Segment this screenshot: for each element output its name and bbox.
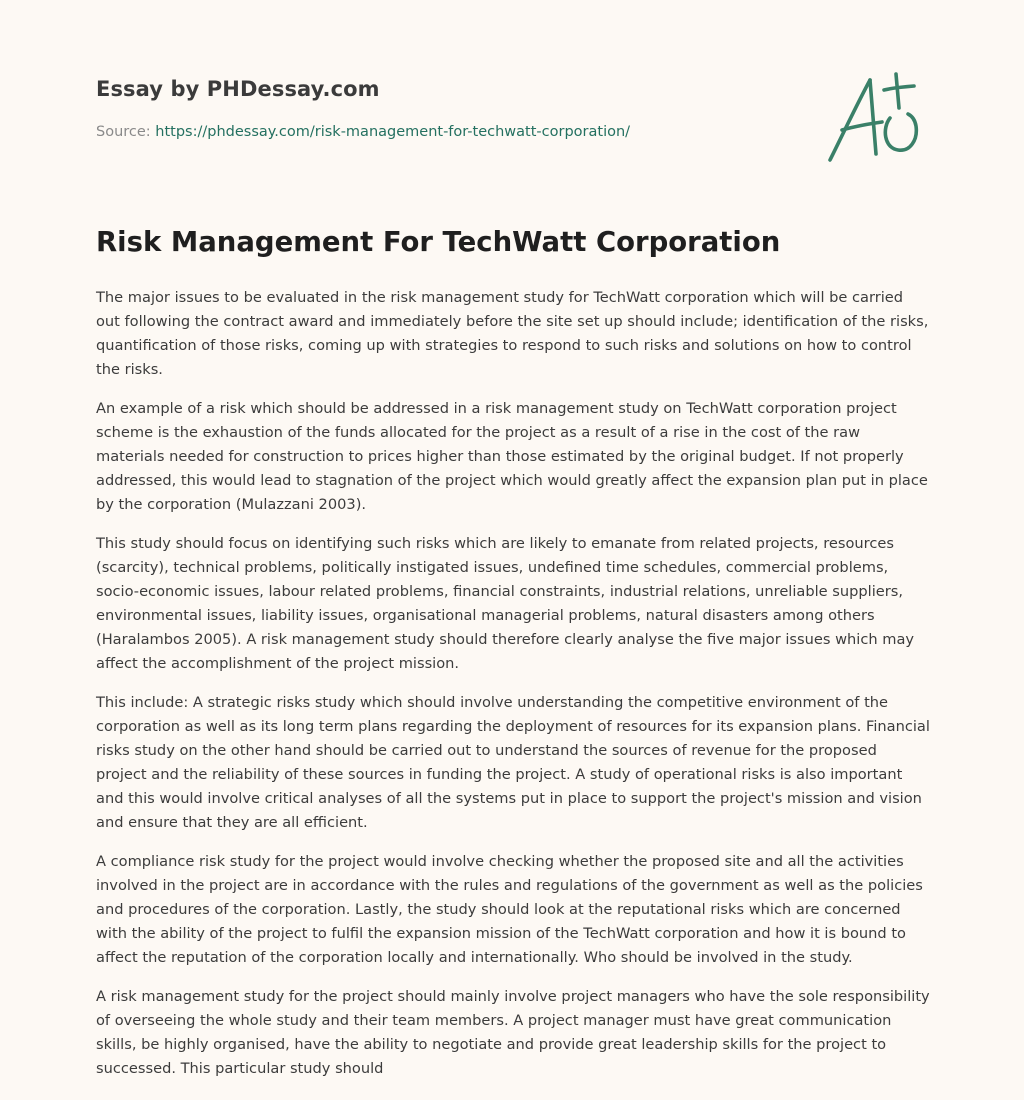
paragraph: An example of a risk which should be addressed in a risk management study on TechWatt corporation project scheme is the exhaustion of the funds allocated for the project as a result of a rise in the cost of the raw materials needed for construction to prices higher than those estimated by the original budget. If not properly addressed, this would lead to stagnation of the project which would greatly affect the expansion plan put in place by the corporation (Mulazzani 2003). <box>96 400 928 513</box>
source-line <box>96 124 630 140</box>
paragraph: This include: A strategic risks study which should involve understanding the competitive environment of the corporation as well as its long term plans regarding the deployment of resources for its expansion plans. Financial risks study on the other hand should be carried out to understand the sources of revenue for the proposed project and the reliability of these sources in funding the project. A study of operational risks is also important and this would involve critical analyses of all the systems put in place to support the project's mission and vision and ensure that they are all efficient. <box>96 694 930 831</box>
essay-title: Risk Management For TechWatt Corporation <box>96 226 781 258</box>
site-title: Essay by PHDessay.com <box>96 77 380 101</box>
paragraph: A compliance risk study for the project would involve checking whether the proposed site and all the activities involved in the project are in accordance with the rules and regulations of the government as well as the policies and procedures of the corporation. Lastly, the study should look at the reputational risks which are concerned with the ability of the project to fulfil the expansion mission of the TechWatt corporation and how it is bound to affect the reputation of the corporation locally and internationally. Who should be involved in the study. <box>96 853 923 966</box>
paragraph: The major issues to be evaluated in the risk management study for TechWatt corporation which will be carried out following the contract award and immediately before the site set up should include; identification of the risks, quantification of those risks, coming up with strategies to respond to such risks and solutions on how to control the risks. <box>96 289 929 378</box>
a-plus-logo-icon[interactable] <box>822 66 932 166</box>
source-label: Source: <box>96 124 156 140</box>
essay-body <box>96 286 930 1096</box>
paragraph: This study should focus on identifying such risks which are likely to emanate from related projects, resources (scarcity), technical problems, politically instigated issues, undefined time schedules, commercial problems, socio-economic issues, labour related problems, financial constraints, industrial relations, unreliable suppliers, environmental issues, liability issues, organisational managerial problems, natural disasters among others (Haralambos 2005). A risk management study should therefore clearly analyse the five major issues which may affect the accomplishment of the project mission. <box>96 535 915 672</box>
source-link[interactable]: https://phdessay.com/risk-management-for-techwatt-corporation/ <box>155 124 631 140</box>
paragraph: A risk management study for the project should mainly involve project managers who have the sole responsibility of overseeing the whole study and their team members. A project manager must have great communication skills, be highly organised, have the ability to negotiate and provide great leadership skills for the project to successed. This particular study should <box>96 988 930 1077</box>
